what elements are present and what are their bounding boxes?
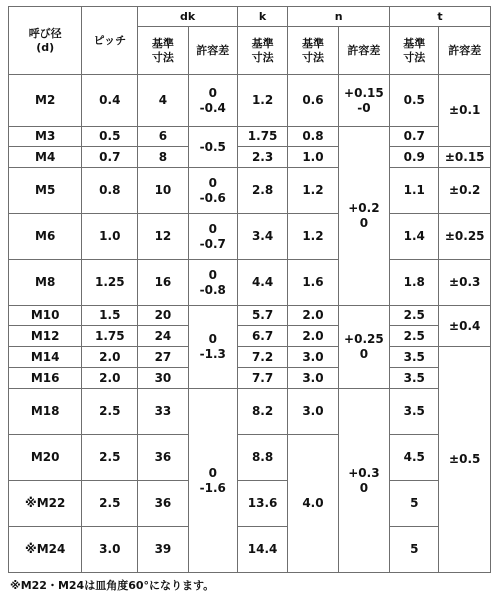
n-basic-cell: 1.6 <box>288 260 338 306</box>
pitch-cell: 0.4 <box>82 75 138 127</box>
pitch-cell: 1.5 <box>82 306 138 326</box>
t-basic-cell: 3.5 <box>390 347 439 368</box>
header-dk-basic: 基準 寸法 <box>138 27 188 75</box>
table-row <box>9 326 491 347</box>
dk-basic-cell: 4 <box>138 75 188 127</box>
dk-basic-cell: 16 <box>138 260 188 306</box>
pitch-cell: 2.5 <box>82 389 138 435</box>
k-basic-cell: 7.2 <box>237 347 287 368</box>
t-basic-cell: 0.7 <box>390 127 439 147</box>
header-nominal-diameter: 呼び径 (d) <box>9 7 82 75</box>
nominal-cell: M18 <box>9 389 82 435</box>
t-tolerance-cell: ±0.15 <box>439 147 491 168</box>
nominal-cell: M8 <box>9 260 82 306</box>
pitch-cell: 1.0 <box>82 214 138 260</box>
nominal-cell: M5 <box>9 168 82 214</box>
dk-basic-cell: 39 <box>138 527 188 573</box>
header-dk-tolerance: 許容差 <box>188 27 237 75</box>
dk-basic-cell: 12 <box>138 214 188 260</box>
nominal-cell: M16 <box>9 368 82 389</box>
t-tolerance-cell: ±0.2 <box>439 168 491 214</box>
nominal-cell: M3 <box>9 127 82 147</box>
nominal-cell: ※M24 <box>9 527 82 573</box>
k-basic-cell: 13.6 <box>237 481 287 527</box>
pitch-cell: 0.8 <box>82 168 138 214</box>
n-basic-cell: 1.2 <box>288 214 338 260</box>
pitch-cell: 1.25 <box>82 260 138 306</box>
pitch-cell: 3.0 <box>82 527 138 573</box>
n-basic-cell: 3.0 <box>288 389 338 435</box>
footnote: ※M22・M24は皿角度60°になります。 <box>10 579 215 592</box>
table-row <box>9 260 491 306</box>
dk-basic-cell: 30 <box>138 368 188 389</box>
header-t: t <box>390 7 491 27</box>
t-tolerance-cell: ±0.5 <box>439 347 491 573</box>
t-basic-cell: 1.1 <box>390 168 439 214</box>
n-tolerance-cell: +0.25 0 <box>338 306 389 389</box>
t-tolerance-cell: ±0.3 <box>439 260 491 306</box>
n-basic-cell: 2.0 <box>288 326 338 347</box>
t-basic-cell: 0.9 <box>390 147 439 168</box>
t-basic-cell: 5 <box>390 527 439 573</box>
t-basic-cell: 4.5 <box>390 435 439 481</box>
nominal-cell: M14 <box>9 347 82 368</box>
pitch-cell: 2.0 <box>82 347 138 368</box>
nominal-cell: M4 <box>9 147 82 168</box>
t-basic-cell: 1.8 <box>390 260 439 306</box>
dk-basic-cell: 27 <box>138 347 188 368</box>
k-basic-cell: 7.7 <box>237 368 287 389</box>
nominal-cell: M12 <box>9 326 82 347</box>
table-row <box>9 127 491 147</box>
dk-tolerance-cell: 0 -0.4 <box>188 75 237 127</box>
dk-tolerance-cell: 0 -0.7 <box>188 214 237 260</box>
k-basic-cell: 2.3 <box>237 147 287 168</box>
header-dk: dk <box>138 7 238 27</box>
table-row <box>9 168 491 214</box>
k-basic-cell: 3.4 <box>237 214 287 260</box>
n-basic-cell: 0.8 <box>288 127 338 147</box>
k-basic-cell: 1.2 <box>237 75 287 127</box>
header-k: k <box>237 7 287 27</box>
table-row <box>9 389 491 435</box>
n-tolerance-cell: +0.2 0 <box>338 127 389 306</box>
table-row <box>9 527 491 573</box>
spec-table-container <box>8 6 491 573</box>
t-basic-cell: 5 <box>390 481 439 527</box>
dk-basic-cell: 8 <box>138 147 188 168</box>
dk-tolerance-cell: 0 -1.6 <box>188 389 237 573</box>
t-basic-cell: 3.5 <box>390 389 439 435</box>
k-basic-cell: 1.75 <box>237 127 287 147</box>
t-tolerance-cell: ±0.4 <box>439 306 491 347</box>
pitch-cell: 1.75 <box>82 326 138 347</box>
k-basic-cell: 6.7 <box>237 326 287 347</box>
header-n-tolerance: 許容差 <box>338 27 389 75</box>
n-basic-cell: 0.6 <box>288 75 338 127</box>
pitch-cell: 2.5 <box>82 435 138 481</box>
dk-tolerance-cell: -0.5 <box>188 127 237 168</box>
pitch-cell: 2.0 <box>82 368 138 389</box>
dk-tolerance-cell: 0 -0.8 <box>188 260 237 306</box>
pitch-cell: 0.5 <box>82 127 138 147</box>
nominal-cell: M2 <box>9 75 82 127</box>
dk-tolerance-cell: 0 -0.6 <box>188 168 237 214</box>
n-tolerance-cell: +0.15 -0 <box>338 75 389 127</box>
dk-basic-cell: 6 <box>138 127 188 147</box>
table-row <box>9 347 491 368</box>
t-basic-cell: 3.5 <box>390 368 439 389</box>
pitch-cell: 0.7 <box>82 147 138 168</box>
header-pitch: ピッチ <box>82 7 138 75</box>
header-t-basic: 基準 寸法 <box>390 27 439 75</box>
k-basic-cell: 2.8 <box>237 168 287 214</box>
n-basic-cell: 4.0 <box>288 435 338 573</box>
dk-basic-cell: 24 <box>138 326 188 347</box>
header-n-basic: 基準 寸法 <box>288 27 338 75</box>
t-tolerance-cell: ±0.25 <box>439 214 491 260</box>
header-t-tolerance: 許容差 <box>439 27 491 75</box>
nominal-cell: ※M22 <box>9 481 82 527</box>
n-basic-cell: 1.2 <box>288 168 338 214</box>
nominal-cell: M20 <box>9 435 82 481</box>
t-basic-cell: 2.5 <box>390 306 439 326</box>
k-basic-cell: 8.8 <box>237 435 287 481</box>
dk-basic-cell: 20 <box>138 306 188 326</box>
k-basic-cell: 8.2 <box>237 389 287 435</box>
header-n: n <box>288 7 390 27</box>
nominal-cell: M10 <box>9 306 82 326</box>
dk-basic-cell: 36 <box>138 481 188 527</box>
t-tolerance-cell: ±0.1 <box>439 75 491 147</box>
table-row <box>9 435 491 481</box>
spec-table <box>8 6 491 573</box>
n-basic-cell: 3.0 <box>288 347 338 368</box>
t-basic-cell: 1.4 <box>390 214 439 260</box>
pitch-cell: 2.5 <box>82 481 138 527</box>
k-basic-cell: 14.4 <box>237 527 287 573</box>
dk-basic-cell: 10 <box>138 168 188 214</box>
k-basic-cell: 4.4 <box>237 260 287 306</box>
dk-tolerance-cell: 0 -1.3 <box>188 306 237 389</box>
n-tolerance-cell: +0.3 0 <box>338 389 389 573</box>
dk-basic-cell: 36 <box>138 435 188 481</box>
table-row <box>9 214 491 260</box>
n-basic-cell: 3.0 <box>288 368 338 389</box>
table-row <box>9 147 491 168</box>
table-row <box>9 368 491 389</box>
header-k-basic: 基準 寸法 <box>237 27 287 75</box>
dk-basic-cell: 33 <box>138 389 188 435</box>
table-row <box>9 481 491 527</box>
t-basic-cell: 0.5 <box>390 75 439 127</box>
n-basic-cell: 2.0 <box>288 306 338 326</box>
k-basic-cell: 5.7 <box>237 306 287 326</box>
nominal-cell: M6 <box>9 214 82 260</box>
table-row <box>9 306 491 326</box>
n-basic-cell: 1.0 <box>288 147 338 168</box>
t-basic-cell: 2.5 <box>390 326 439 347</box>
table-row <box>9 75 491 127</box>
